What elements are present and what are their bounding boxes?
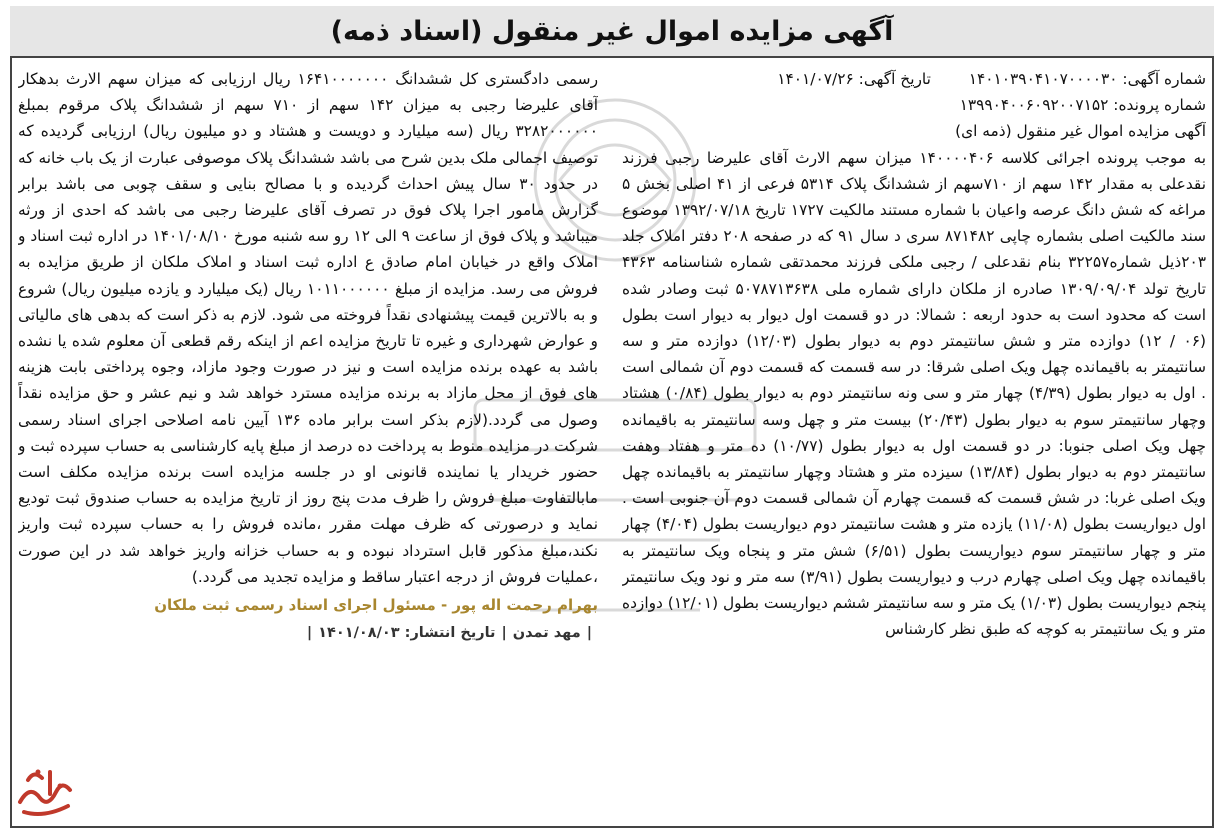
notice-meta-line	[622, 66, 1206, 92]
notice-date: ۱۴۰۱/۰۷/۲۶	[777, 70, 854, 88]
notice-subject: آگهی مزایده اموال غیر منقول (ذمه ای)	[955, 122, 1206, 141]
notice-date-label: تاریخ آگهی:	[858, 70, 931, 88]
publisher-name: مهد تمدن	[512, 625, 581, 642]
newspaper-logo-icon	[14, 762, 76, 820]
notice-number-label: شماره آگهی:	[1122, 70, 1206, 88]
publish-date: ۱۴۰۱/۰۸/۰۳	[318, 625, 400, 642]
notice-number: ۱۴۰۱۰۳۹۰۴۱۰۷۰۰۰۰۳۰	[968, 70, 1118, 88]
case-number: ۱۳۹۹۰۴۰۰۶۰۹۲۰۰۷۱۵۲	[959, 96, 1109, 115]
right-column-body: به موجب پرونده اجرائی کلاسه ۱۴۰۰۰۰۴۰۶ میزان سهم الارث آقای علیرضا رجبی فرزند نقدعلی به مقدار ۱۴۲ سهم از ۷۱۰سهم از ششدانگ پلاک ۵۳۱۴ فرعی از ۴۱ اصلی بخش ۵ مراغه که شش دانگ عرصه واعیان با شماره مستند مالکیت ۱۷۲۷ تاریخ ۱۳۹۲/۰۷/۱۸ موضوع سند مالکیت اصلی بشماره چاپی ۸۷۱۴۸۲ سری د سال ۹۱ که در صفحه ۲۰۸ دفتر املاک جلد ۲۰۳ذیل شماره۳۲۲۵۷ بنام نقدعلی / رجبی ملکی فرزند محمدتقی شماره شناسنامه ۴۳۶۳ تاریخ تولد ۱۳۰۹/۰۹/۰۴ صادره از ملکان دارای شماره ملی ۵۰۷۸۷۱۳۶۳۸ ثبت وصادر شده است که محدود است به حدود اربعه : شمالا: در دو قسمت اول دیوار به دیوار است بطول (۰۶ / ۱۲) دوازده متر و شش سانتیمتر دوم به دیوار بطول (۱۲/۰۳) دوازده متر و سه سانتیمتر به باقیمانده چهل ویک اصلی شرقا: در سه قسمت که قسمت دوم آن شمالی است . اول به دیوار بطول (۴/۳۹) چهار متر و سی ونه سانتیمتر دوم به دیوار بطول (۰/۸۴) هشتاد وچهار سانتیمتر سوم به دیوار بطول (۲۰/۴۳) بیست متر و چهل وسه سانتیمتر به باقیمانده چهل ویک اصلی جنوبا: در دو قسمت اول به دیوار بطول (۱۰/۷۷) ده متر و هفتاد وهفت سانتیمتر دوم به دیوار بطول (۱۳/۸۴) سیزده متر و هشتاد وچهار سانتیمتر به باقیمانده چهل ویک اصلی غربا: در شش قسمت که قسمت چهارم آن شمالی قسمت دوم آن جنوبی است . اول دیواریست بطول (۱۱/۰۸) یازده متر و هشت سانتیمتر دوم دیواریست بطول (۴/۰۴) چهار متر و چهار سانتیمتر سوم دیواریست بطول (۶/۵۱) شش متر و پنجاه ویک سانتیمتر به باقیمانده چهل ویک اصلی چهارم درب و دیواریست بطول (۳/۹۱) سه متر و نود ویک سانتیمتر پنجم دیواریست بطول (۱/۰۳) یک متر و سه سانتیمتر ششم دیواریست بطول (۱۲/۰۱) دوازده متر و یک سانتیمتر به کوچه که طبق نظر کارشناس	[622, 148, 1206, 639]
publication-line: |مهد تمدن|تاریخ انتشار: ۱۴۰۱/۰۸/۰۳|	[306, 625, 592, 642]
notice-title: آگهی مزایده اموال غیر منقول (اسناد ذمه)	[330, 15, 894, 47]
publish-date-label: تاریخ انتشار:	[404, 625, 496, 642]
left-column	[18, 66, 598, 822]
right-column	[622, 66, 1206, 822]
case-meta-line	[622, 92, 1206, 118]
left-column-body: رسمی دادگستری کل ششدانگ ۱۶۴۱۰۰۰۰۰۰۰ ریال ارزیابی که میزان سهم الارث بدهکار آقای علیرضا رجبی به میزان ۱۴۲ سهم از ۷۱۰ سهم از ششدانگ پلاک مرقوم بمبلغ ۳۲۸۲۰۰۰۰۰۰ ریال (سه میلیارد و دویست و هشتاد و دو میلیون ریال) ارزیابی گردیده که توصیف اجمالی ملک بدین شرح می باشد ششدانگ پلاک موصوفی عبارت از یک باب خانه که در حدود ۳۰ سال پیش احداث گردیده و با مصالح بنایی و سقف چوبی می باشد برابر گزارش مامور اجرا پلاک فوق در تصرف آقای علیرضا رجبی می باشد که احدی از ورثه میباشد و پلاک فوق از ساعت ۹ الی ۱۲ رو سه شنبه مورخ ۱۴۰۱/۰۸/۱۰ در اداره ثبت اسناد و املاک واقع در خیابان امام صادق ع اداره ثبت اسناد و املاک ملکان از طریق مزایده به فروش می رسد. مزایده از مبلغ ۱۰۱۱۰۰۰۰۰۰ ریال (یک میلیارد و یازده میلیون ریال) شروع و به بالاترین قیمت پیشنهادی نقداً فروخته می شود. لازم به ذکر است که بدهی های مالیاتی و عوارض شهرداری و غیره تا تاریخ مزایده اعم از اینکه رقم قطعی آن معلوم شده یا نشده باشد به عهده برنده مزایده است و نیز در صورت وجود مازاد، وجوه پرداختی بابت هزینه های فوق از محل مازاد به برنده مزایده مسترد خواهد شد و نیم عشر و حق مزایده نقداً وصول می گردد.(لازم بذکر است برابر ماده ۱۳۶ آیین نامه اصلاحی اجرای اسناد رسمی شرکت در مزایده منوط به پرداخت ده درصد از مبلغ پایه کارشناسی به حساب سپرده ثبت و حضور خریدار یا نماینده قانونی او در جلسه مزایده است برنده مزایده مکلف است مابالتفاوت مبلغ فروش را ظرف مدت پنج روز از تاریخ مزایده به حساب صندوق ثبت تودیع نماید و درصورتی که ظرف مهلت مقرر ،مانده فروش را به حساب سپرده ثبت واریز نکند،مبلغ مذکور قابل استرداد نبوده و به حساب خزانه واریز خواهد شد در این صورت ،عملیات فروش از درجه اعتبار ساقط و مزایده تجدید می گردد.)	[18, 70, 598, 586]
title-bar	[10, 6, 1214, 58]
signature-line: بهرام رحمت اله پور - مسئول اجرای اسناد رسمی ثبت ملکان	[154, 596, 598, 615]
case-number-label: شماره پرونده:	[1113, 96, 1206, 115]
